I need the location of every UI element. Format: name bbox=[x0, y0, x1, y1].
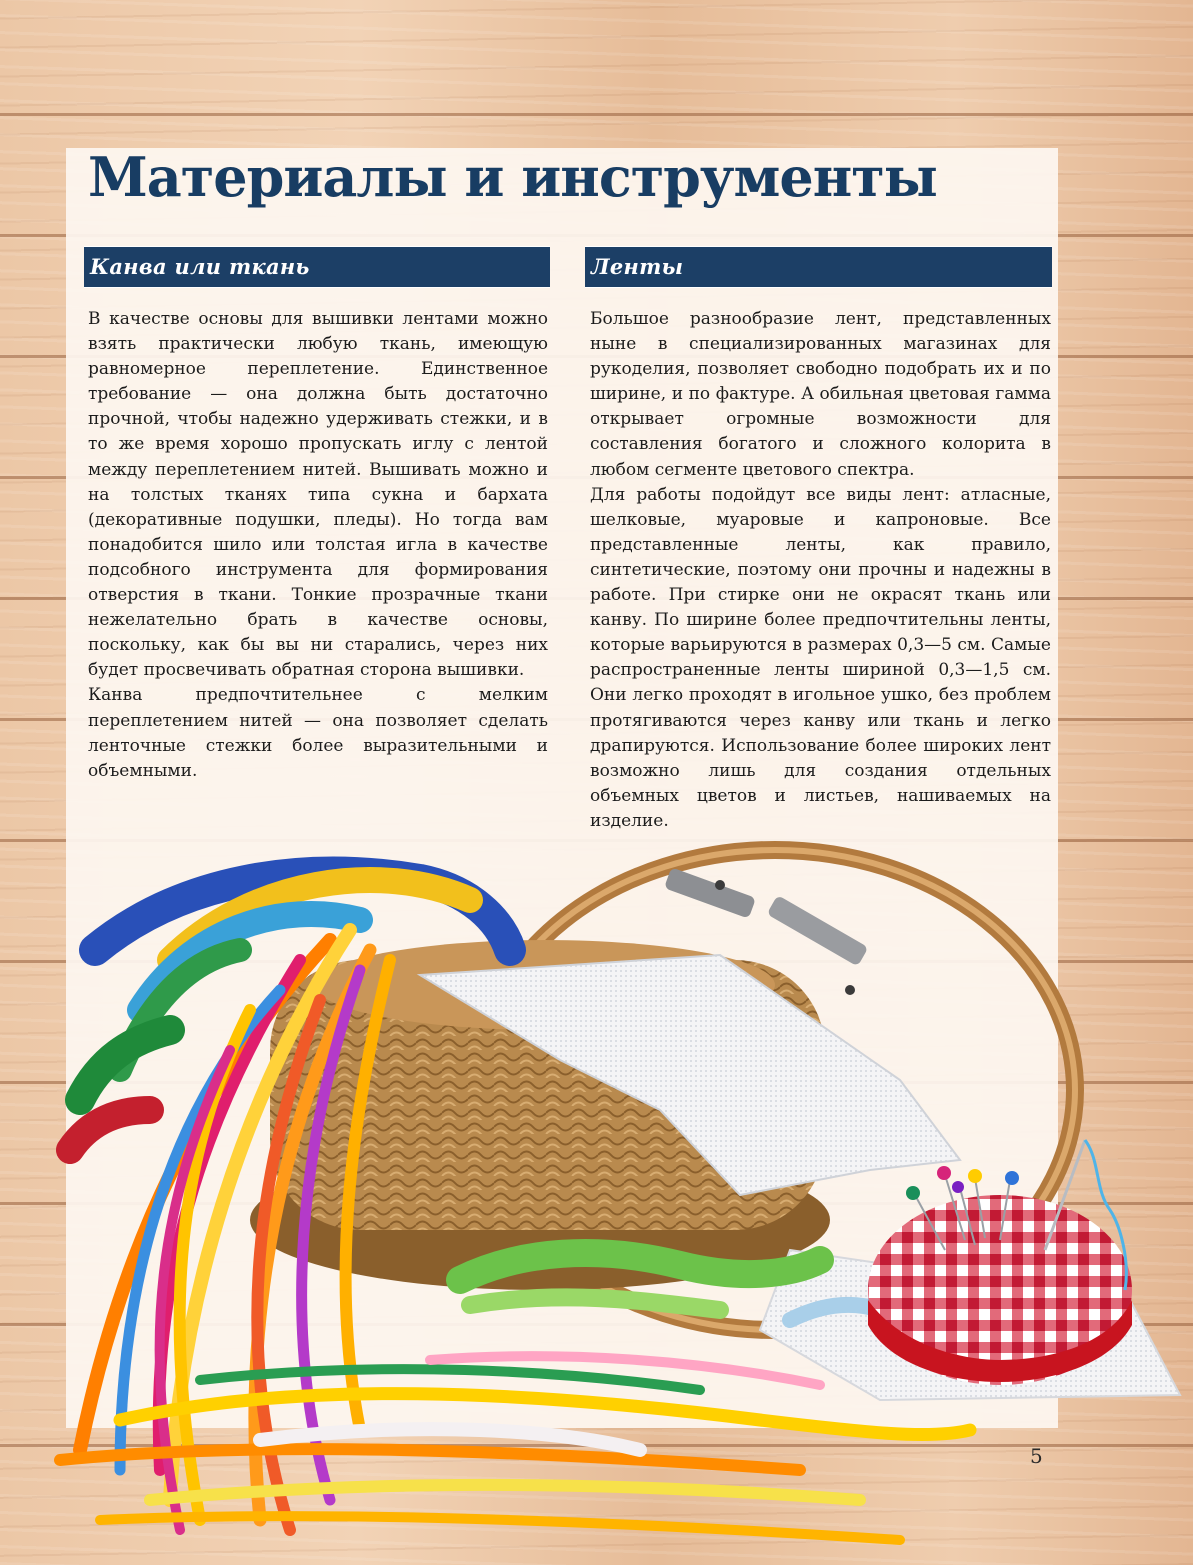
pincushion-icon bbox=[868, 1166, 1132, 1385]
paragraph: В качестве основы для вышивки лентами можно взять практически любую ткань, имеющую равномерное переплетение. Единственное требование — она должна быть достаточно прочной, чтобы надежно удерживать стежки, и в то же время хорошо пропускать иглу с лентой между переплетением нитей. Вышивать можно и на толстых тканях типа сукна и бархата (декоративные подушки, пледы). Но тогда вам понадобится шило или толстая игла в качестве подсобного инструмента для формирования отверстия в ткани. Тонкие прозрачные ткани нежелательно брать в качестве основы, поскольку, как бы вы ни старались, через них будет просвечивать обратная сторона вышивки. bbox=[88, 309, 548, 681]
column-ribbons bbox=[590, 307, 1051, 834]
paragraph: Для работы подойдут все виды лент: атласные, шелковые, муаровые и капроновые. Все представленные ленты, как правило, синтетические, поэтому они прочны и надежны в работе. При стирке они не окрасят ткань или канву. По ширине более предпочтительны ленты, которые варьируются в размерах 0,3—5 см. Самые распространенные ленты шириной 0,3—1,5 см. Они легко проходят в игольное ушко, без проблем протягиваются через канву или ткань и легко драпируются. Использование более широких лент возможно лишь для создания отдельных объемных цветов и листьев, нашиваемых на изделие. bbox=[590, 484, 1051, 831]
paragraph: Канва предпочтительнее с мелким переплетением нитей — она позволяет сделать ленточные стежки более выразительными и объемными. bbox=[88, 685, 548, 781]
paragraph: Большое разнообразие лент, представленных ныне в специализированных магазинах для рукоделия, позволяет свободно подобрать их и по ширине, и по фактуре. А обильная цветовая гамма открывает огромные возможности для составления богатого и сложного колорита в любом сегменте цветового спектра. bbox=[590, 309, 1051, 480]
page-title: Материалы и инструменты bbox=[88, 145, 937, 209]
column-canvas bbox=[88, 307, 548, 784]
section-heading-canvas: Канва или ткань bbox=[84, 247, 550, 287]
sewing-supplies-illustration bbox=[0, 840, 1193, 1565]
section-heading-ribbons: Ленты bbox=[585, 247, 1052, 287]
page-number: 5 bbox=[1030, 1444, 1043, 1468]
